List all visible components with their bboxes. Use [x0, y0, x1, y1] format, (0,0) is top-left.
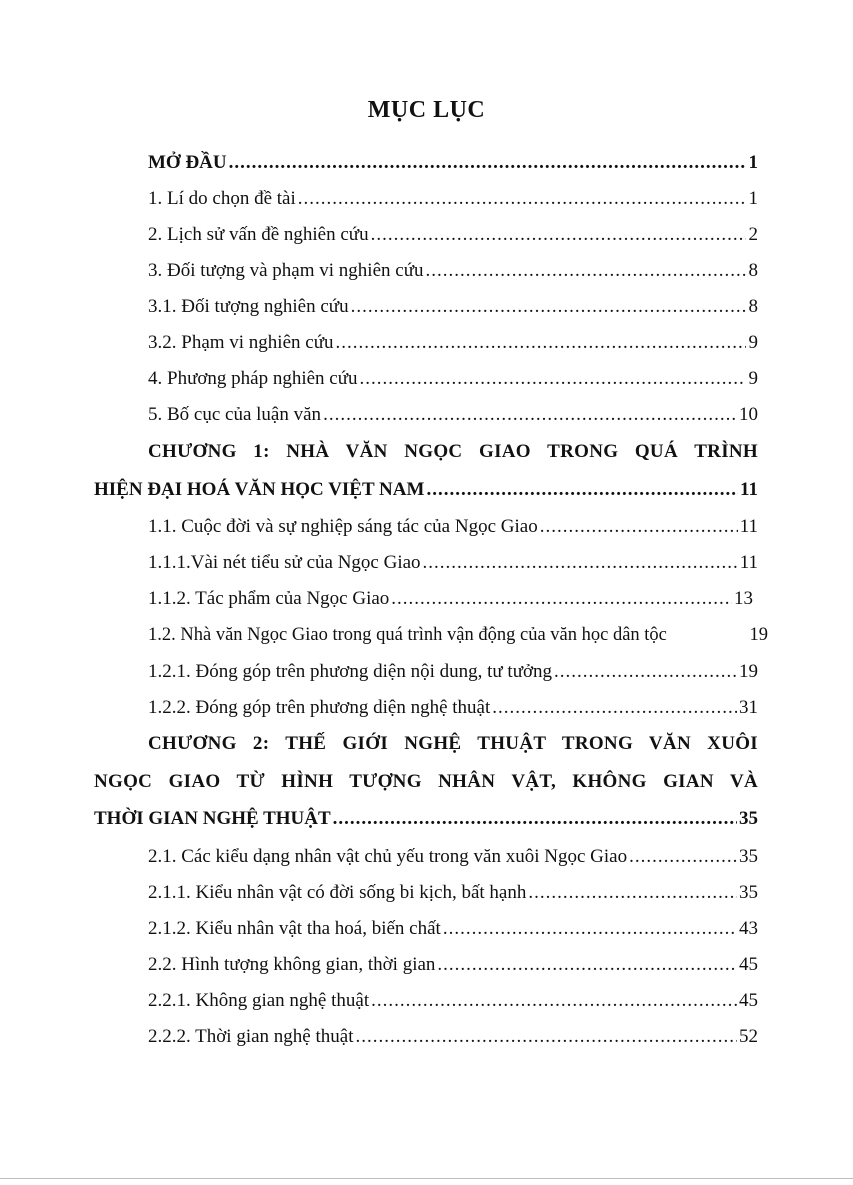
toc-entry[interactable] — [148, 361, 758, 397]
dot-leader — [355, 1019, 737, 1055]
toc-page-number: 13 — [734, 588, 753, 609]
toc-entry[interactable] — [148, 839, 758, 875]
toc-entry[interactable] — [148, 397, 758, 433]
toc-page-number: 10 — [739, 404, 758, 425]
toc-page-number: 35 — [739, 846, 758, 867]
dot-leader — [426, 253, 747, 289]
toc-entry-label: 5. Bố cục của luận văn — [148, 404, 322, 425]
toc-entry-intro[interactable] — [148, 145, 758, 181]
dot-leader — [492, 690, 737, 726]
toc-entry[interactable] — [148, 1019, 758, 1055]
toc-entry-label: 1.2.1. Đóng góp trên phương diện nội dung, tư tưởng — [148, 661, 553, 682]
dot-leader — [426, 472, 738, 508]
toc-entry[interactable] — [148, 617, 768, 653]
dot-leader — [423, 545, 738, 581]
toc-entry-label: 2.1.1. Kiểu nhân vật có đời sống bi kịch, bất hạnh — [148, 882, 527, 903]
toc-entry[interactable] — [148, 509, 758, 545]
dot-leader — [360, 361, 746, 397]
dot-leader — [443, 911, 737, 947]
toc-page-number: 31 — [739, 697, 758, 718]
toc-entry-label: 1.1. Cuộc đời và sự nghiệp sáng tác của Ngọc Giao — [148, 516, 538, 537]
toc-entry-label: 4. Phương pháp nghiên cứu — [148, 368, 358, 389]
toc-entry[interactable] — [148, 690, 758, 726]
toc-page-number: 1 — [748, 188, 758, 209]
toc-page-number: 43 — [739, 918, 758, 939]
toc-entry-label: 2.1. Các kiểu dạng nhân vật chủ yếu trong văn xuôi Ngọc Giao — [148, 846, 628, 867]
toc-entry-label: 1.2. Nhà văn Ngọc Giao trong quá trình vận động của văn học dân tộc — [148, 625, 667, 645]
toc-entry-label: 2.2.2. Thời gian nghệ thuật — [148, 1026, 354, 1047]
toc-entry[interactable] — [148, 217, 758, 253]
dot-leader — [371, 983, 737, 1019]
chapter-2-heading-line-2[interactable]: NGỌC GIAO TỪ HÌNH TƯỢNG NHÂN VẬT, KHÔNG GIAN VÀ — [94, 771, 758, 792]
dot-leader — [391, 581, 732, 617]
toc-entry-label: 1.2.2. Đóng góp trên phương diện nghệ thuật — [148, 697, 491, 718]
toc-entry-label: 1. Lí do chọn đề tài — [148, 188, 296, 209]
chapter-1-heading-line-1[interactable]: CHƯƠNG 1: NHÀ VĂN NGỌC GIAO TRONG QUÁ TRÌNH — [148, 441, 758, 462]
toc-entry-label: 2. Lịch sử vấn đề nghiên cứu — [148, 224, 369, 245]
toc-page-number: 45 — [739, 954, 758, 975]
toc-entry[interactable] — [148, 289, 758, 325]
toc-page-number: 11 — [740, 479, 758, 500]
toc-entry[interactable] — [148, 654, 758, 690]
page-title: MỤC LỤC — [367, 97, 486, 123]
dot-leader — [298, 181, 746, 217]
toc-entry[interactable] — [148, 545, 758, 581]
toc-entry-label: 1.1.1.Vài nét tiểu sử của Ngọc Giao — [148, 552, 421, 573]
toc-page-number: 19 — [739, 661, 758, 682]
toc-page-number: 52 — [739, 1026, 758, 1047]
toc-entry-label: 3. Đối tượng và phạm vi nghiên cứu — [148, 260, 424, 281]
dot-leader — [333, 801, 737, 837]
chapter-2-heading[interactable] — [94, 801, 758, 837]
chapter-1-heading[interactable] — [94, 472, 758, 508]
toc-entry-label: THỜI GIAN NGHỆ THUẬT — [94, 808, 331, 829]
dot-leader — [437, 947, 737, 983]
dot-leader — [351, 289, 746, 325]
page-bottom-rule — [0, 1178, 853, 1179]
toc-page-number: 8 — [748, 296, 758, 317]
dot-leader — [540, 509, 738, 545]
toc-entry-label: 2.2. Hình tượng không gian, thời gian — [148, 954, 436, 975]
toc-page-number: 1 — [748, 152, 758, 173]
toc-page-number: 9 — [748, 332, 758, 353]
dot-leader — [371, 217, 746, 253]
dot-leader — [323, 397, 737, 433]
toc-entry-label: MỞ ĐẦU — [148, 152, 227, 173]
toc-entry[interactable] — [148, 911, 758, 947]
toc-entry-label: 2.1.2. Kiểu nhân vật tha hoá, biến chất — [148, 918, 441, 939]
toc-page-number: 2 — [748, 224, 758, 245]
toc-entry[interactable] — [148, 253, 758, 289]
dot-leader — [229, 145, 746, 181]
toc-page-number: 19 — [749, 625, 768, 645]
toc-entry[interactable] — [148, 983, 758, 1019]
toc-entry-label: 3.1. Đối tượng nghiên cứu — [148, 296, 349, 317]
toc-entry-label: 2.2.1. Không gian nghệ thuật — [148, 990, 370, 1011]
toc-page-number: 35 — [739, 882, 758, 903]
toc-entry[interactable] — [148, 581, 753, 617]
chapter-2-heading-line-1[interactable]: CHƯƠNG 2: THẾ GIỚI NGHỆ THUẬT TRONG VĂN XUÔI — [148, 733, 758, 754]
toc-entry-label: HIỆN ĐẠI HOÁ VĂN HỌC VIỆT NAM — [94, 479, 425, 500]
toc-entry-label: 3.2. Phạm vi nghiên cứu — [148, 332, 334, 353]
dot-leader — [528, 875, 737, 911]
toc-entry-label: 1.1.2. Tác phẩm của Ngọc Giao — [148, 588, 390, 609]
toc-page-number: 8 — [748, 260, 758, 281]
toc-entry[interactable] — [148, 875, 758, 911]
toc-entry[interactable] — [148, 947, 758, 983]
toc-entry[interactable] — [148, 325, 758, 361]
dot-leader — [629, 839, 737, 875]
toc-page-number: 35 — [739, 808, 758, 829]
dot-leader — [554, 654, 737, 690]
dot-leader — [336, 325, 746, 361]
toc-page-number: 9 — [748, 368, 758, 389]
toc-entry[interactable] — [148, 181, 758, 217]
toc-page-number: 11 — [739, 516, 758, 537]
toc-page-number: 45 — [739, 990, 758, 1011]
toc-page-number: 11 — [739, 552, 758, 573]
